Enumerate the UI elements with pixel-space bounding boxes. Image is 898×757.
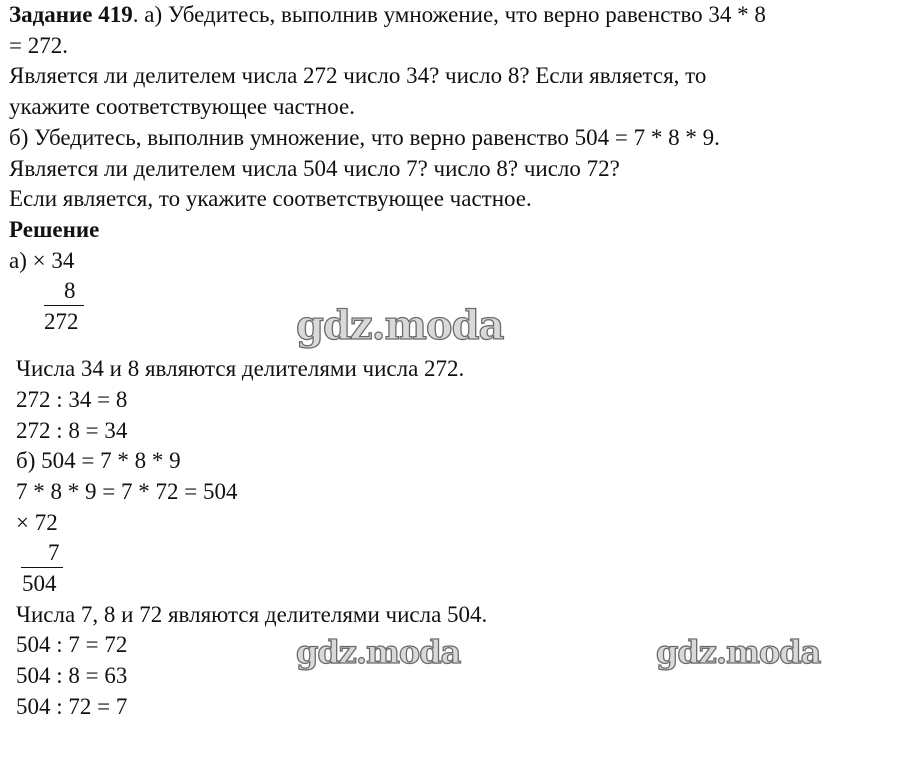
part-b-division-2: 504 : 8 = 63 <box>16 663 128 688</box>
task-line-6: Является ли делителем числа 504 число 7? число 8? число 72? <box>9 156 620 181</box>
part-a-mult-top: а) × 34 <box>9 248 75 273</box>
part-b-mult-rule <box>21 567 63 568</box>
part-a-multiplier: 8 <box>64 278 76 303</box>
part-b-mult-top: × 72 <box>16 510 58 535</box>
part-b-equality: б) 504 = 7 * 8 * 9 <box>16 448 181 473</box>
task-line-1 <box>9 0 766 30</box>
part-b-division-3: 504 : 72 = 7 <box>16 694 128 719</box>
task-line-5: б) Убедитесь, выполнив умножение, что верно равенство 504 = 7 * 8 * 9. <box>9 125 720 150</box>
part-a-division-1: 272 : 34 = 8 <box>16 387 128 412</box>
part-a-conclusion: Числа 34 и 8 являются делителями числа 272. <box>16 356 465 381</box>
solution-heading: Решение <box>9 217 100 242</box>
part-a-product: 272 <box>44 309 79 334</box>
task-line-4: укажите соответствующее частное. <box>9 94 355 119</box>
watermark: gdz.moda <box>296 302 504 349</box>
task-line-7: Если является, то укажите соответствующее частное. <box>9 186 532 211</box>
part-b-division-1: 504 : 7 = 72 <box>16 632 128 657</box>
task-intro-a: . а) Убедитесь, выполнив умножение, что верно равенство 34 * 8 <box>132 2 766 27</box>
part-a-division-2: 272 : 8 = 34 <box>16 418 128 443</box>
part-a-mult-rule <box>44 305 84 306</box>
part-b-product: 504 <box>22 571 57 596</box>
part-b-multiplier: 7 <box>48 540 60 565</box>
part-b-conclusion: Числа 7, 8 и 72 являются делителями числа 504. <box>16 602 488 627</box>
task-line-2: = 272. <box>9 33 68 58</box>
watermark: gdz.moda <box>656 633 821 671</box>
task-number: Задание 419 <box>9 2 133 27</box>
part-b-regroup: 7 * 8 * 9 = 7 * 72 = 504 <box>16 479 238 504</box>
watermark: gdz.moda <box>296 633 461 671</box>
task-line-3: Является ли делителем числа 272 число 34? число 8? Если является, то <box>9 63 707 88</box>
